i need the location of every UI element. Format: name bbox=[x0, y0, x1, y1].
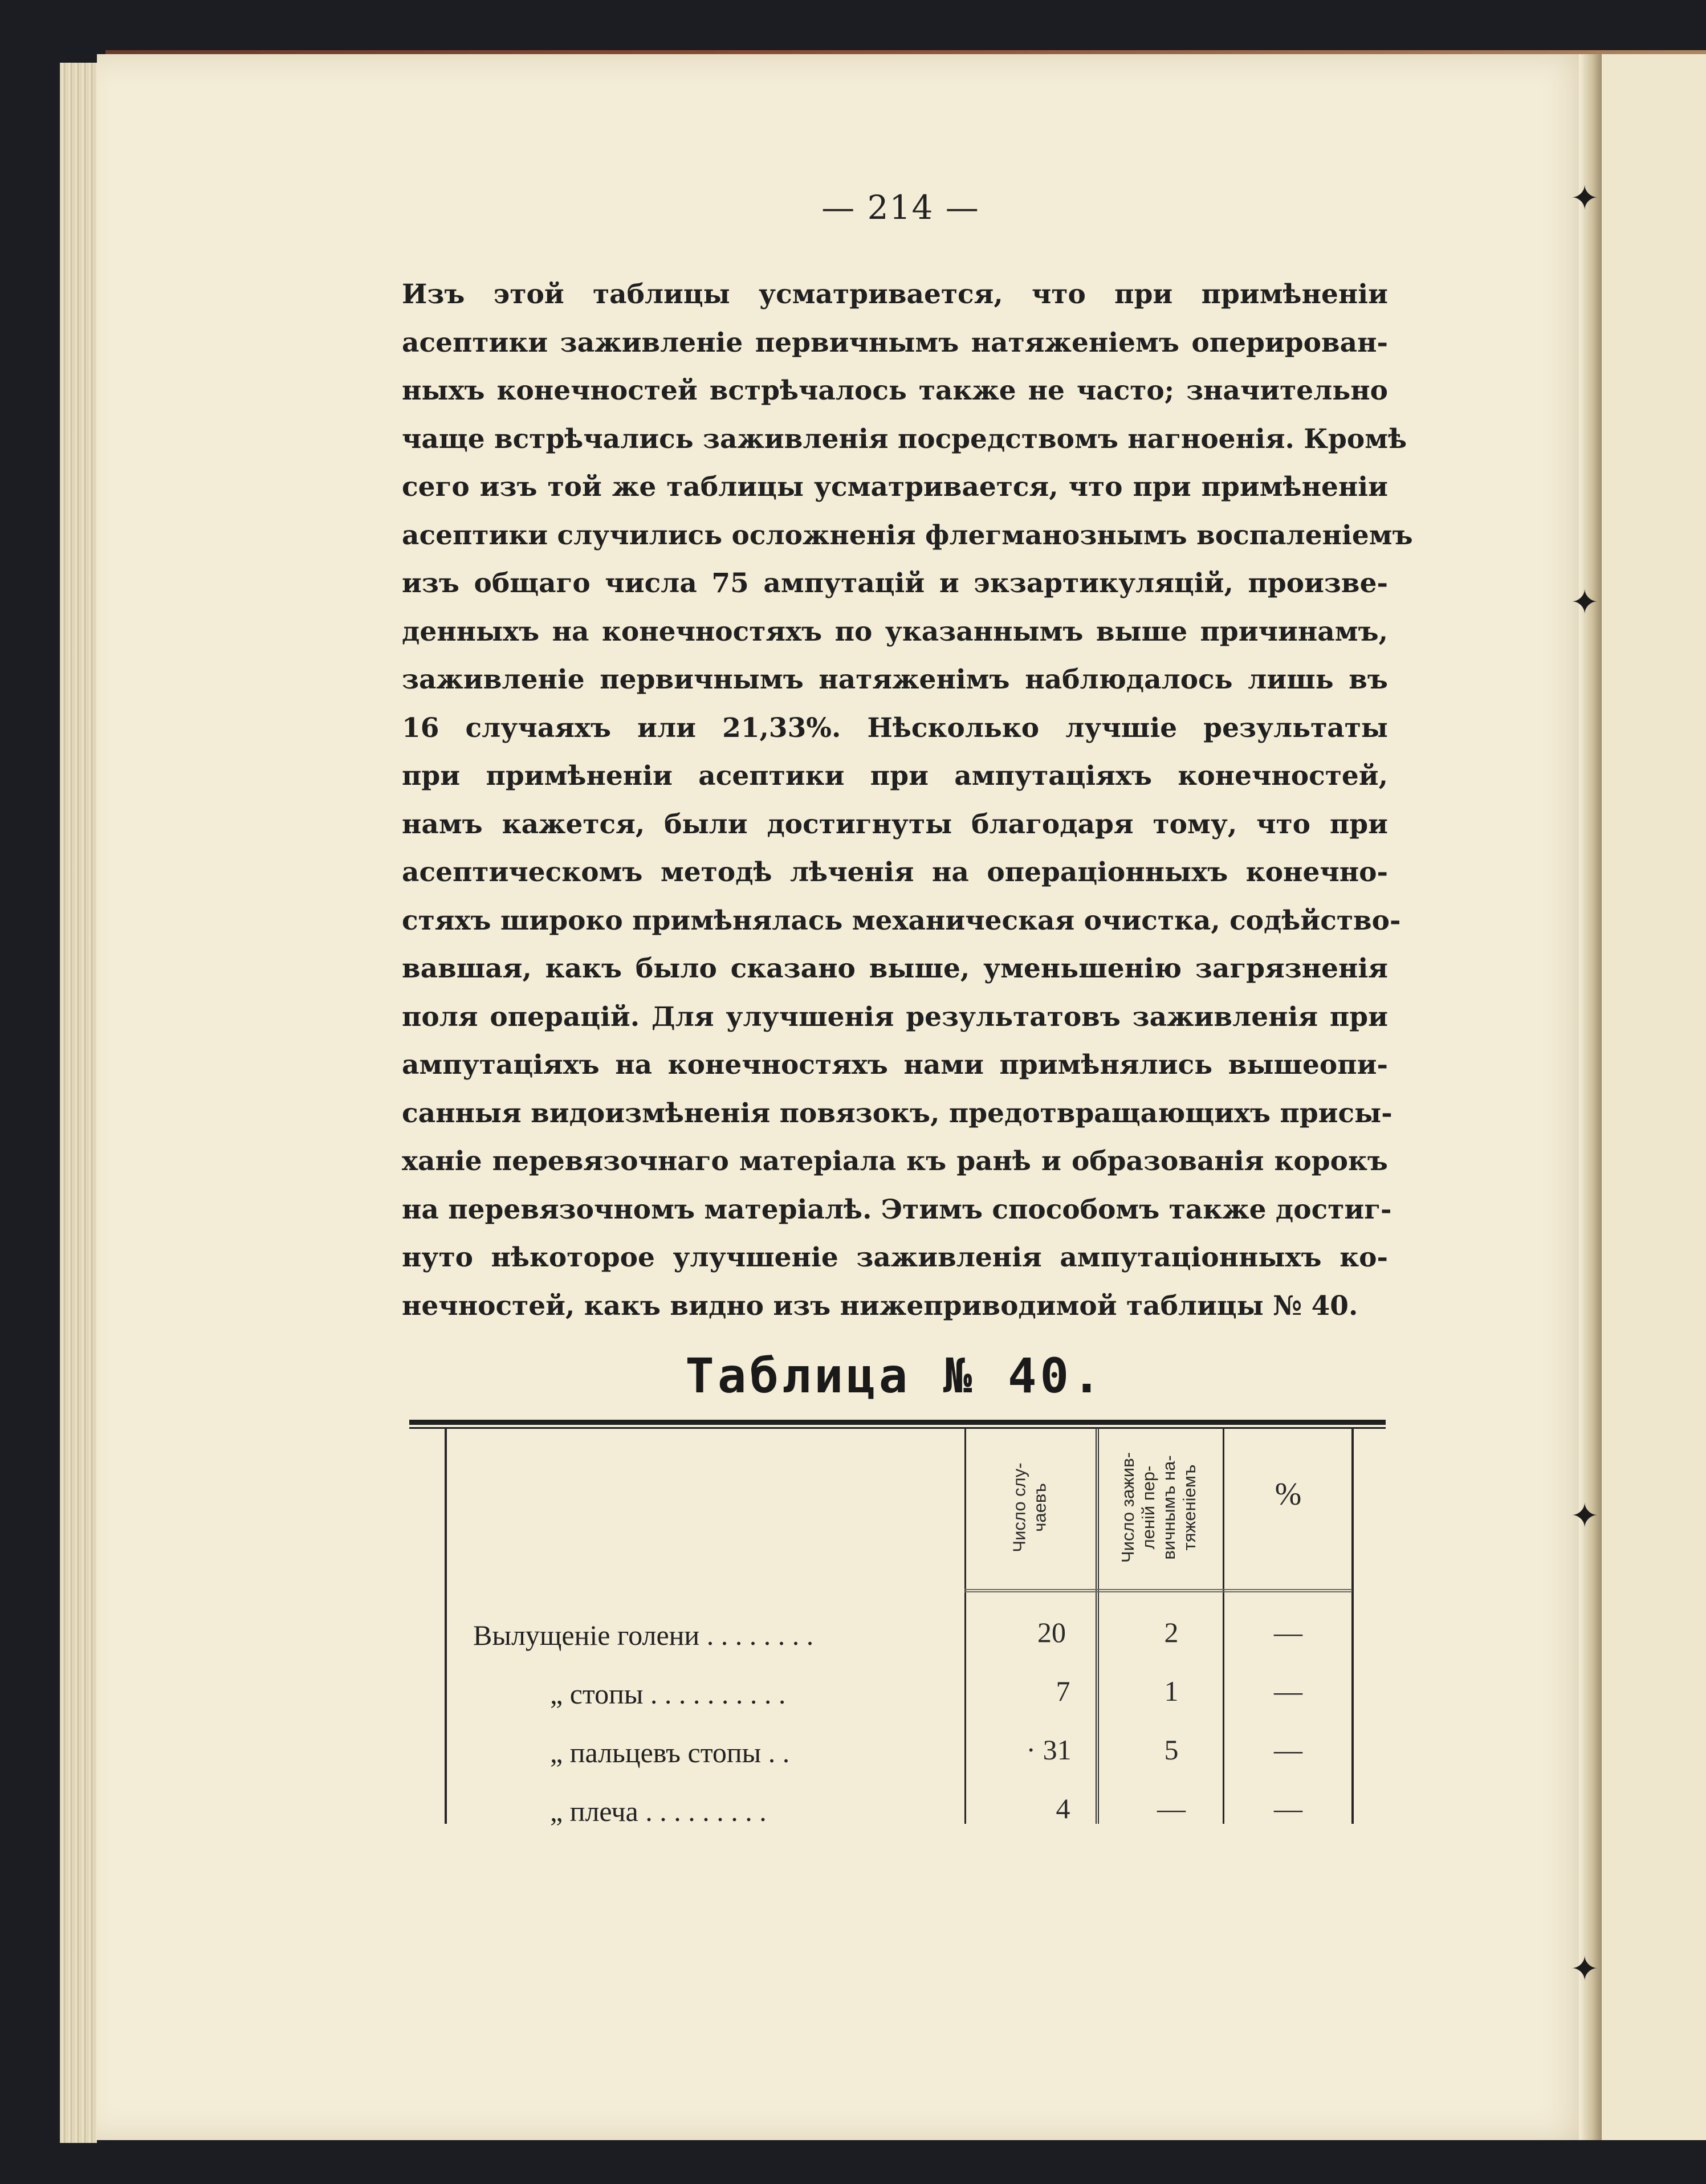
table-right-border bbox=[1351, 1428, 1354, 1824]
binding-stitch-icon: ✦ bbox=[1570, 178, 1599, 218]
binding-stitch-icon: ✦ bbox=[1570, 582, 1599, 622]
cell-primary-healing: — bbox=[1157, 1792, 1186, 1824]
text-line: вавшая, какъ было сказано выше, уменьшенію загрязненія bbox=[402, 953, 1388, 984]
row-label: „ пальцевъ стопы . . bbox=[550, 1737, 790, 1769]
table-top-rule-thin bbox=[409, 1427, 1386, 1429]
cell-cases: 20 bbox=[1037, 1616, 1066, 1648]
paragraph bbox=[402, 271, 1413, 1330]
text-line: стяхъ широко примѣнялась механическая очистка, содѣйство- bbox=[402, 904, 1401, 936]
column-header-primary-healing bbox=[1105, 1442, 1213, 1573]
cell-percent: — bbox=[1274, 1616, 1302, 1648]
row-label: Вылущеніе голени . . . . . . . . bbox=[473, 1619, 814, 1651]
text-line: изъ общаго числа 75 ампутацій и экзартикуляцій, произве- bbox=[402, 568, 1388, 599]
text-line: сего изъ той же таблицы усматривается, что при примѣненіи bbox=[402, 471, 1388, 503]
text-line: санныя видоизмѣненія повязокъ, предотвращающихъ присы- bbox=[402, 1097, 1393, 1129]
text-line: нуто нѣкоторое улучшеніе заживленія ампутаціонныхъ ко- bbox=[402, 1242, 1388, 1273]
table-left-border bbox=[445, 1428, 447, 1824]
table-title: Таблица № 40. bbox=[685, 1348, 1105, 1404]
text-line: на перевязочномъ матеріалѣ. Этимъ способомъ также достиг- bbox=[402, 1193, 1392, 1225]
column-header-line: тяженіемъ bbox=[1179, 1464, 1200, 1551]
column-header-line: леній пер- bbox=[1138, 1465, 1159, 1550]
row-label: „ плеча . . . . . . . . . bbox=[550, 1795, 767, 1827]
cell-cases: 7 bbox=[1056, 1675, 1070, 1707]
text-line: Изъ этой таблицы усматривается, что при примѣненіи bbox=[402, 279, 1388, 310]
page-number: — 214 — bbox=[821, 188, 980, 227]
background-strip bbox=[97, 2140, 1706, 2184]
row-label: „ стопы . . . . . . . . . . bbox=[550, 1678, 786, 1710]
column-header-line: вичнымъ на- bbox=[1159, 1455, 1179, 1560]
binding-stitch-icon: ✦ bbox=[1570, 1496, 1599, 1536]
table-top-rule bbox=[409, 1420, 1386, 1425]
text-line: ампутаціяхъ на конечностяхъ нами примѣнялись вышеопи- bbox=[402, 1049, 1388, 1081]
text-line: при примѣненіи асептики при ампутаціяхъ конечностей, bbox=[402, 760, 1388, 792]
cell-cases: 4 bbox=[1056, 1792, 1070, 1824]
binding-stitch-icon: ✦ bbox=[1570, 1949, 1599, 1989]
text-line: нечностей, какъ видно изъ нижеприводимой таблицы № 40. bbox=[402, 1290, 1358, 1322]
cell-percent: — bbox=[1274, 1675, 1302, 1707]
text-line: 16 случаяхъ или 21,33%. Нѣсколько лучшіе результаты bbox=[402, 712, 1388, 744]
text-line: денныхъ на конечностяхъ по указаннымъ выше причинамъ, bbox=[402, 616, 1388, 647]
table-column-divider bbox=[964, 1428, 966, 1824]
text-line: ханіе перевязочнаго матеріала къ ранѣ и образованія корокъ bbox=[402, 1146, 1388, 1177]
column-header-line: Число зажив- bbox=[1118, 1452, 1138, 1563]
cell-primary-healing: 1 bbox=[1164, 1675, 1179, 1707]
column-header-line: чаевъ bbox=[1030, 1483, 1050, 1532]
text-line: намъ кажется, были достигнуты благодаря тому, что при bbox=[402, 808, 1388, 840]
book-page-edges bbox=[60, 63, 100, 2143]
cell-percent: — bbox=[1274, 1734, 1302, 1766]
text-line: ныхъ конечностей встрѣчалось также не часто; значительно bbox=[402, 375, 1388, 406]
table-header-rule bbox=[964, 1589, 1352, 1592]
table-column-divider bbox=[1223, 1428, 1224, 1824]
text-line: поля операцій. Для улучшенія результатовъ заживленія при bbox=[402, 1001, 1388, 1033]
text-line: чаще встрѣчались заживленія посредствомъ нагноенія. Кромѣ bbox=[402, 423, 1407, 455]
cell-cases: · 31 bbox=[1026, 1734, 1072, 1766]
cell-percent: — bbox=[1274, 1792, 1302, 1824]
cell-primary-healing: 2 bbox=[1164, 1616, 1179, 1648]
text-line: заживленіе первичнымъ натяженімъ наблюдалось лишь въ bbox=[402, 664, 1388, 695]
next-page-edge bbox=[1602, 54, 1706, 2140]
column-header-percent: % bbox=[1275, 1477, 1302, 1512]
text-line: асептическомъ методѣ лѣченія на операціонныхъ конечно- bbox=[402, 857, 1388, 888]
text-line: асептики случились осложненія флегманознымъ воспаленіемъ bbox=[402, 519, 1413, 551]
column-header-line: Число слу- bbox=[1009, 1462, 1029, 1553]
column-header-cases bbox=[976, 1442, 1084, 1573]
book-gutter bbox=[1579, 54, 1602, 2140]
text-line: асептики заживленіе первичнымъ натяженіемъ оперирован- bbox=[402, 327, 1388, 358]
cell-primary-healing: 5 bbox=[1164, 1734, 1179, 1766]
